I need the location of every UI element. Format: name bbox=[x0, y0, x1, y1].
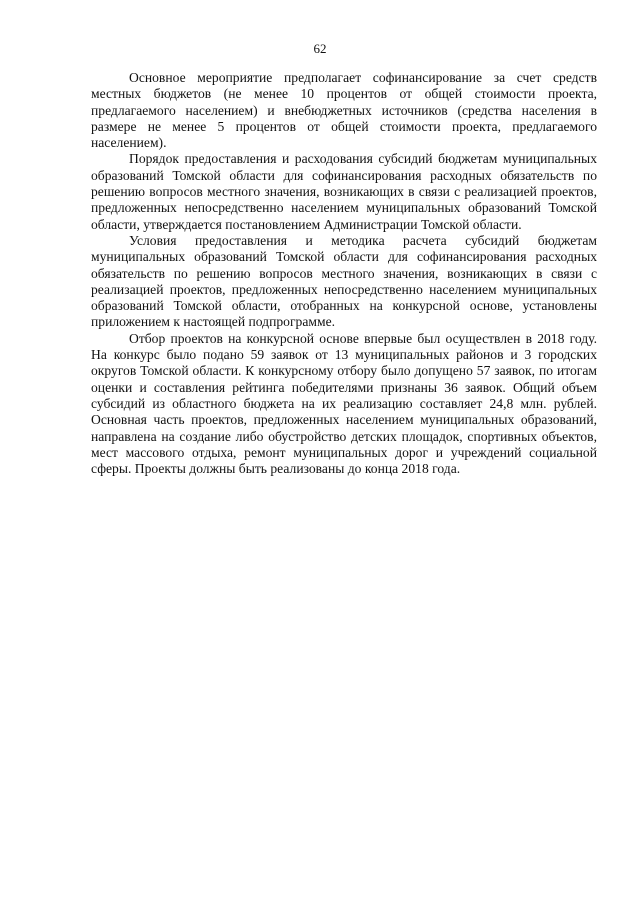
document-body bbox=[91, 70, 597, 477]
page-number: 62 bbox=[313, 41, 327, 56]
paragraph-procedure: Порядок предоставления и расходования субсидий бюджетам муниципальных образований Томской области для софинансирования расходных обязательств по решению вопросов местного значения, возникающих в связи с реализацией проектов, предложенных непосредственно населением муниципальных образований Томской области, утверждается постановлением Администрации Томской области. bbox=[91, 151, 597, 232]
paragraph-selection: Отбор проектов на конкурсной основе впервые был осуществлен в 2018 году. На конкурс было подано 59 заявок от 13 муниципальных районов и 3 городских округов Томской области. К конкурсному отбору было допущено 57 заявок, по итогам оценки и составления рейтинга победителями признаны 36 заявок. Общий объем субсидий из областного бюджета на их реализацию составляет 24,8 млн. рублей. Основная часть проектов, предложенных населением муниципальных образований, направлена на создание либо обустройство детских площадок, спортивных объектов, мест массового отдыха, ремонт муниципальных дорог и учреждений социальной сферы. Проекты должны быть реализованы до конца 2018 года. bbox=[91, 330, 597, 477]
paragraph-cofinancing: Основное мероприятие предполагает софинансирование за счет средств местных бюджетов (не менее 10 процентов от общей стоимости проекта, предлагаемого населением) и внебюджетных источников (средства населения в размере не менее 5 процентов от общей стоимости проекта, предлагаемого населением). bbox=[91, 70, 597, 151]
paragraph-conditions: Условия предоставления и методика расчета субсидий бюджетам муниципальных образований Томской области для софинансирования расходных обязательств по решению вопросов местного значения, возникающих в связи с реализацией проектов, предложенных непосредственно населением муниципальных образований Томской области, отобранных на конкурсной основе, установлены приложением к настоящей подпрограмме. bbox=[91, 232, 597, 330]
